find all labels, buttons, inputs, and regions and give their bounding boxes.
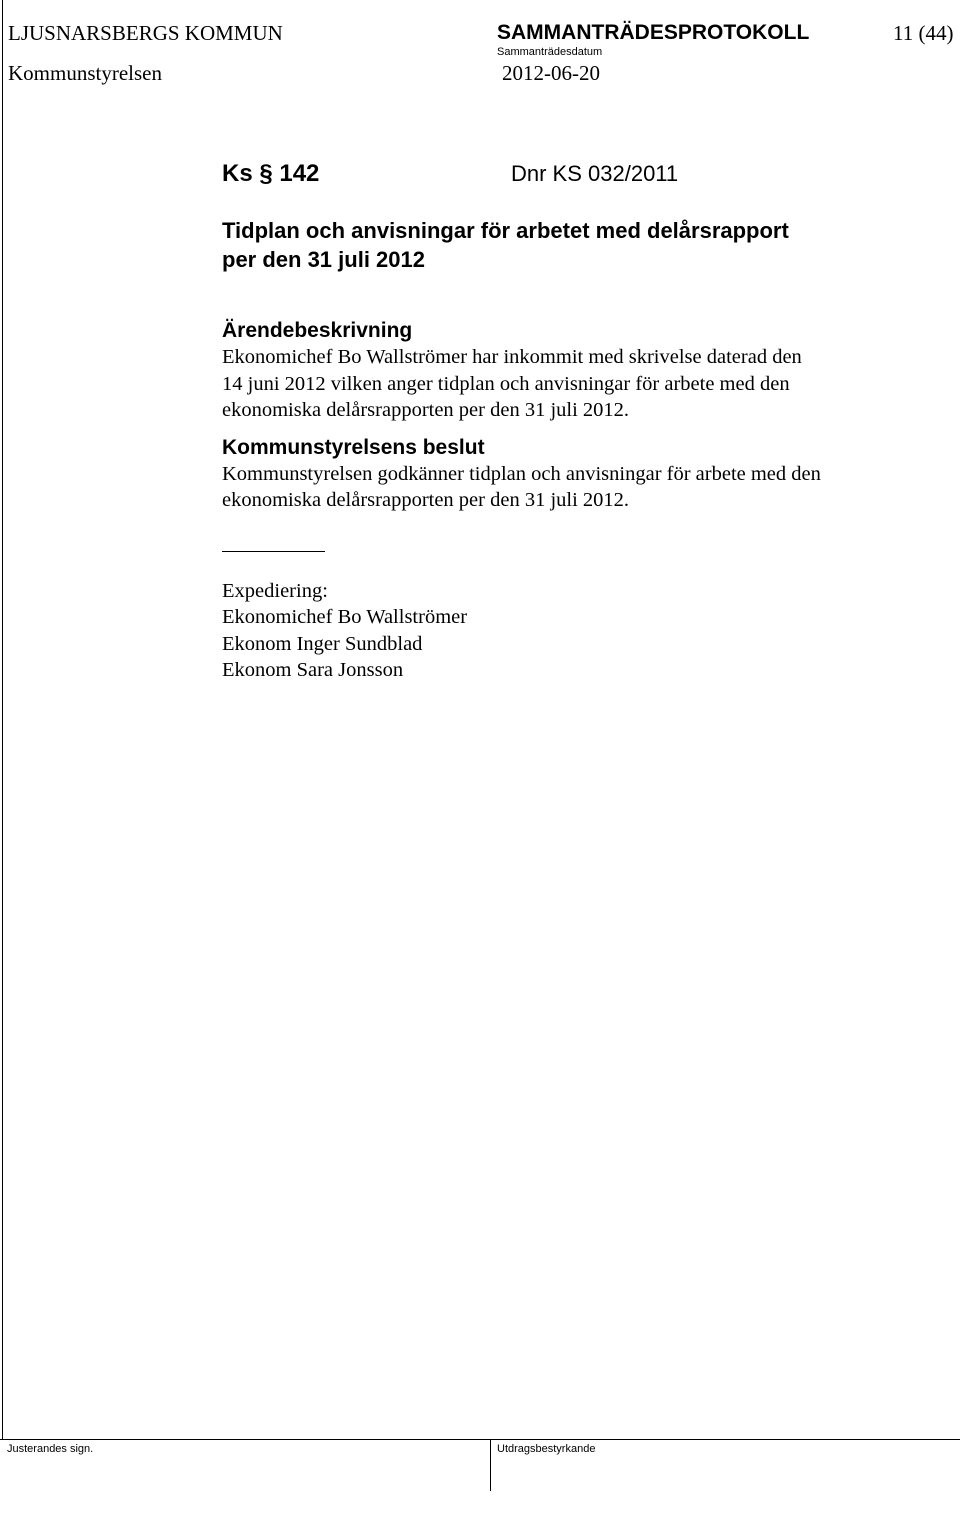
item-title-line: Tidplan och anvisningar för arbetet med delårsrapport bbox=[222, 218, 789, 243]
recipient: Ekonomichef Bo Wallströmer bbox=[222, 606, 468, 628]
expediering-block bbox=[222, 578, 942, 684]
committee-name: Kommunstyrelsen bbox=[8, 61, 162, 85]
page-number: 11 (44) bbox=[893, 21, 954, 45]
recipient: Ekonom Sara Jonsson bbox=[222, 659, 404, 681]
footer-rule bbox=[0, 1439, 960, 1440]
item-title bbox=[222, 216, 942, 274]
meeting-date: 2012-06-20 bbox=[502, 61, 600, 85]
dnr-number: Dnr KS 032/2011 bbox=[511, 161, 679, 186]
item-title-line: per den 31 juli 2012 bbox=[222, 247, 425, 272]
signature-label: Justerandes sign. bbox=[7, 1443, 94, 1455]
ks-number: Ks § 142 bbox=[222, 160, 320, 187]
footer-divider bbox=[490, 1439, 491, 1491]
item-header bbox=[222, 160, 942, 196]
decision-line: Kommunstyrelsen godkänner tidplan och anvisningar för arbete med den bbox=[222, 462, 821, 485]
description-text bbox=[222, 344, 942, 424]
description-heading: Ärendebeskrivning bbox=[222, 319, 413, 342]
decision-heading: Kommunstyrelsens beslut bbox=[222, 435, 485, 459]
date-label: Sammanträdesdatum bbox=[497, 46, 603, 58]
recipient: Ekonom Inger Sundblad bbox=[222, 632, 423, 655]
description-line: Ekonomichef Bo Wallströmer har inkommit med skrivelse daterad den bbox=[222, 346, 802, 368]
document-type: SAMMANTRÄDESPROTOKOLL bbox=[497, 21, 810, 44]
separator-line bbox=[222, 551, 325, 552]
decision-text bbox=[222, 461, 942, 514]
certification-label: Utdragsbestyrkande bbox=[497, 1443, 596, 1455]
document-content bbox=[222, 160, 942, 684]
organization-name: LJUSNARSBERGS KOMMUN bbox=[8, 21, 283, 45]
decision-line: ekonomiska delårsrapporten per den 31 juli 2012. bbox=[222, 489, 630, 511]
page-left-border bbox=[2, 0, 3, 1440]
description-line: ekonomiska delårsrapporten per den 31 juli 2012. bbox=[222, 399, 630, 421]
expediering-label: Expediering: bbox=[222, 579, 328, 602]
description-line: 14 juni 2012 vilken anger tidplan och anvisningar för arbete med den bbox=[222, 372, 790, 395]
